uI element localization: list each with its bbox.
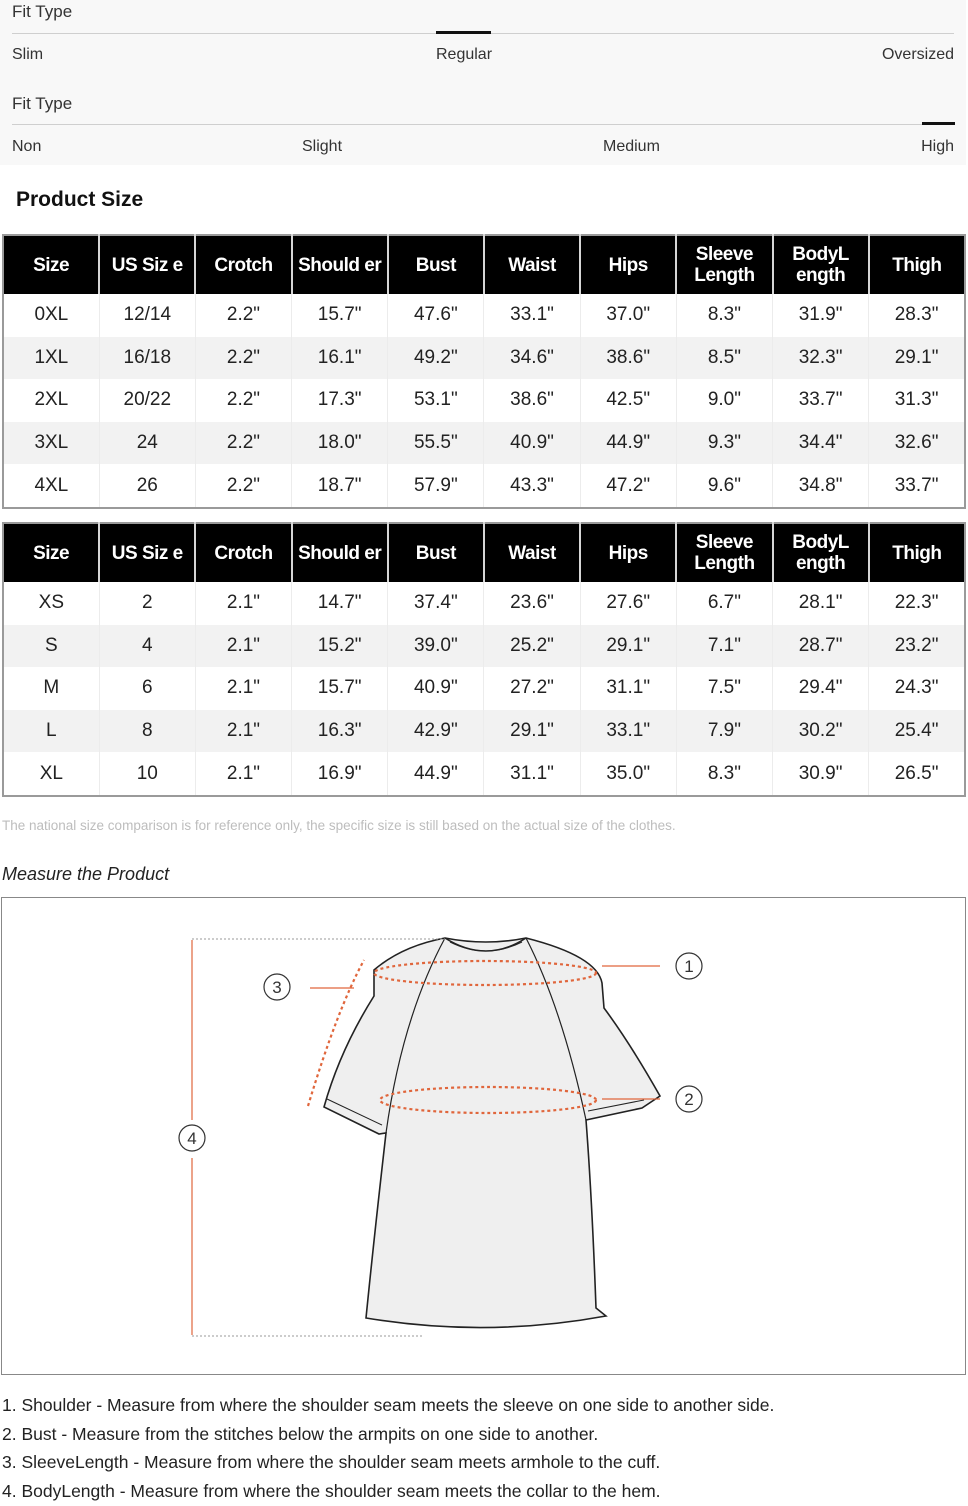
table-cell: 39.0" [388, 625, 484, 668]
table-cell: 33.7" [894, 474, 939, 496]
table-cell: 12/14 [99, 294, 195, 337]
product-size-title: Product Size [16, 188, 144, 211]
col-body-length: BodyL ength [773, 523, 869, 582]
table-row [3, 464, 965, 508]
table-cell: XL [3, 752, 99, 796]
table-cell: 18.0" [292, 422, 388, 465]
table-cell: 9.6" [676, 464, 772, 508]
table-cell: 7.1" [676, 625, 772, 668]
table-cell: 2.1" [195, 667, 291, 710]
col-size: Size [3, 235, 99, 294]
table-cell: 7.5" [676, 667, 772, 710]
table-cell: 6.7" [676, 582, 772, 625]
instruction-sleeve-length: 3. SleeveLength - Measure from where the shoulder seam meets armhole to the cuff. [2, 1452, 661, 1473]
table-cell: 16.1" [292, 337, 388, 380]
table-cell: 37.4" [388, 582, 484, 625]
marker-4: 4 [187, 1129, 197, 1148]
table-cell: 2.1" [195, 625, 291, 668]
table-cell: 28.1" [773, 582, 869, 625]
marker-3: 3 [272, 978, 282, 997]
instruction-shoulder: 1. Shoulder - Measure from where the shoulder seam meets the sleeve on one side to another side. [2, 1395, 775, 1415]
fit-type-slider-2 [0, 78, 966, 165]
col-sleeve-length: Sleeve Length [676, 523, 772, 582]
table-cell: 31.3" [894, 389, 939, 411]
table-cell: 57.9" [388, 464, 484, 508]
col-bust: Bust [388, 523, 484, 582]
col-hips: Hips [580, 523, 676, 582]
table-row [3, 379, 965, 422]
col-us-size: US Siz e [99, 235, 195, 294]
fit-label-non: Non [12, 138, 42, 155]
table-cell: 2.2" [195, 379, 291, 422]
table-cell: 34.4" [773, 422, 869, 465]
table-cell: 20/22 [99, 379, 195, 422]
table-cell: 8.5" [676, 337, 772, 380]
col-us-size: US Siz e [99, 523, 195, 582]
col-waist: Waist [484, 235, 580, 294]
table-cell: L [3, 710, 99, 753]
table-cell: 0XL [3, 294, 99, 337]
table-cell: 15.2" [292, 625, 388, 668]
table-cell: 1XL [3, 337, 99, 380]
table-cell: 29.1" [484, 710, 580, 753]
marker-1: 1 [684, 957, 694, 976]
col-thigh: Thigh [869, 523, 965, 582]
table-cell: 40.9" [484, 422, 580, 465]
table-cell: 4XL [3, 464, 99, 508]
table-cell: 2.1" [195, 710, 291, 753]
table-cell: 53.1" [388, 379, 484, 422]
table-cell: 9.0" [676, 379, 772, 422]
table-cell: 22.3" [894, 592, 939, 614]
table-cell: 44.9" [580, 422, 676, 465]
table-cell: 34.8" [773, 464, 869, 508]
col-bust: Bust [388, 235, 484, 294]
table-cell: 28.3" [894, 304, 939, 326]
table-cell: 18.7" [292, 464, 388, 508]
table-cell: 42.5" [580, 379, 676, 422]
table-cell: 38.6" [484, 379, 580, 422]
table-cell: 29.1" [869, 337, 965, 380]
table-cell: XS [3, 582, 99, 625]
table-cell: M [3, 667, 99, 710]
table-cell: 2.2" [195, 294, 291, 337]
table-cell: 16/18 [99, 337, 195, 380]
col-shoulder: Should er [292, 523, 388, 582]
table-cell: 35.0" [580, 752, 676, 796]
size-table-plus [2, 234, 966, 509]
table-cell: 32.6" [869, 422, 965, 465]
fit-label-medium: Medium [603, 138, 660, 155]
table-cell: 2XL [3, 379, 99, 422]
table-cell: 16.9" [292, 752, 388, 796]
table-row [3, 752, 965, 796]
fit-label-regular: Regular [436, 46, 493, 63]
table-cell: 33.1" [580, 710, 676, 753]
table-cell: 33.7" [773, 379, 869, 422]
table-cell: 31.1" [484, 752, 580, 796]
table-cell: 31.9" [773, 294, 869, 337]
table-row [3, 294, 965, 337]
table-cell: 49.2" [388, 337, 484, 380]
table-cell: 6 [99, 667, 195, 710]
table-cell: 40.9" [388, 667, 484, 710]
col-waist: Waist [484, 523, 580, 582]
table-cell: 47.2" [580, 464, 676, 508]
fit-label-slim: Slim [12, 46, 44, 63]
table-cell: 2 [99, 582, 195, 625]
table-cell: 24 [99, 422, 195, 465]
table-cell: 27.6" [580, 582, 676, 625]
table-cell: 28.7" [773, 625, 869, 668]
table-cell: 3XL [3, 422, 99, 465]
instruction-body-length: 4. BodyLength - Measure from where the shoulder seam meets the collar to the hem. [2, 1481, 661, 1502]
table-cell: 16.3" [292, 710, 388, 753]
col-hips: Hips [580, 235, 676, 294]
measure-title: Measure the Product [2, 864, 170, 884]
col-shoulder: Should er [292, 235, 388, 294]
table-cell: 55.5" [388, 422, 484, 465]
table-cell: 8 [99, 710, 195, 753]
table-cell: 29.1" [580, 625, 676, 668]
col-body-length: BodyL ength [773, 235, 869, 294]
table-cell: S [3, 625, 99, 668]
fit-label-slight: Slight [302, 138, 343, 155]
table-cell: 2.1" [195, 582, 291, 625]
table-cell: 2.1" [195, 752, 291, 796]
fit-type-slider-1 [0, 0, 966, 78]
table-cell: 33.1" [484, 294, 580, 337]
table-cell: 7.9" [676, 710, 772, 753]
measurement-instructions [2, 1391, 774, 1506]
table-cell: 8.3" [676, 752, 772, 796]
table-cell: 15.7" [292, 667, 388, 710]
col-sleeve-length: Sleeve Length [676, 235, 772, 294]
table-cell: 23.2" [869, 625, 965, 668]
table-row [3, 582, 965, 625]
table-row [3, 337, 965, 380]
table-cell: 30.9" [773, 752, 869, 796]
instruction-bust: 2. Bust - Measure from the stitches below the armpits on one side to another. [2, 1423, 599, 1444]
table-cell: 32.3" [773, 337, 869, 380]
table-header-row [3, 235, 965, 294]
table-cell: 2.2" [195, 422, 291, 465]
table-cell: 2.2" [195, 337, 291, 380]
table-cell: 30.2" [773, 710, 869, 753]
table-cell: 25.4" [869, 710, 965, 753]
table-cell: 17.3" [292, 379, 388, 422]
table-cell: 27.2" [484, 667, 580, 710]
table-cell: 10 [99, 752, 195, 796]
col-thigh: Thigh [869, 235, 965, 294]
table-cell: 26.5" [894, 762, 939, 784]
table-cell: 23.6" [484, 582, 580, 625]
table-cell: 8.3" [676, 294, 772, 337]
size-reference-note: The national size comparison is for reference only, the specific size is still based on the actual size of the clothes. [2, 818, 676, 833]
table-header-row [3, 523, 965, 582]
table-cell: 25.2" [484, 625, 580, 668]
table-cell: 43.3" [484, 464, 580, 508]
garment-illustration [2, 898, 965, 1374]
table-body [3, 294, 965, 508]
size-table-regular [2, 522, 966, 797]
col-crotch: Crotch [195, 523, 291, 582]
tshirt-outline [324, 938, 660, 1328]
col-size: Size [3, 523, 99, 582]
table-cell: 14.7" [292, 582, 388, 625]
table-cell: 2.2" [195, 464, 291, 508]
fit-label-high: High [921, 138, 954, 155]
fit-type-title: Fit Type [12, 2, 73, 21]
table-cell: 42.9" [388, 710, 484, 753]
table-cell: 15.7" [292, 294, 388, 337]
table-body [3, 582, 965, 796]
table-cell: 47.6" [388, 294, 484, 337]
measurement-diagram [1, 897, 966, 1375]
table-cell: 34.6" [484, 337, 580, 380]
marker-2: 2 [684, 1090, 694, 1109]
table-row [3, 710, 965, 753]
table-cell: 38.6" [580, 337, 676, 380]
table-cell: 9.3" [676, 422, 772, 465]
fit-type-title: Fit Type [12, 94, 73, 113]
table-cell: 24.3" [894, 677, 939, 699]
table-row [3, 625, 965, 668]
table-cell: 44.9" [388, 752, 484, 796]
fit-selected-marker [922, 122, 955, 125]
table-cell: 26 [99, 464, 195, 508]
fit-selected-marker [436, 31, 491, 34]
fit-label-oversized: Oversized [881, 46, 954, 63]
fit-scale-line [12, 124, 954, 125]
table-cell: 31.1" [580, 667, 676, 710]
table-row [3, 667, 965, 710]
col-crotch: Crotch [195, 235, 291, 294]
table-row [3, 422, 965, 465]
table-cell: 29.4" [773, 667, 869, 710]
table-cell: 4 [99, 625, 195, 668]
table-cell: 37.0" [580, 294, 676, 337]
